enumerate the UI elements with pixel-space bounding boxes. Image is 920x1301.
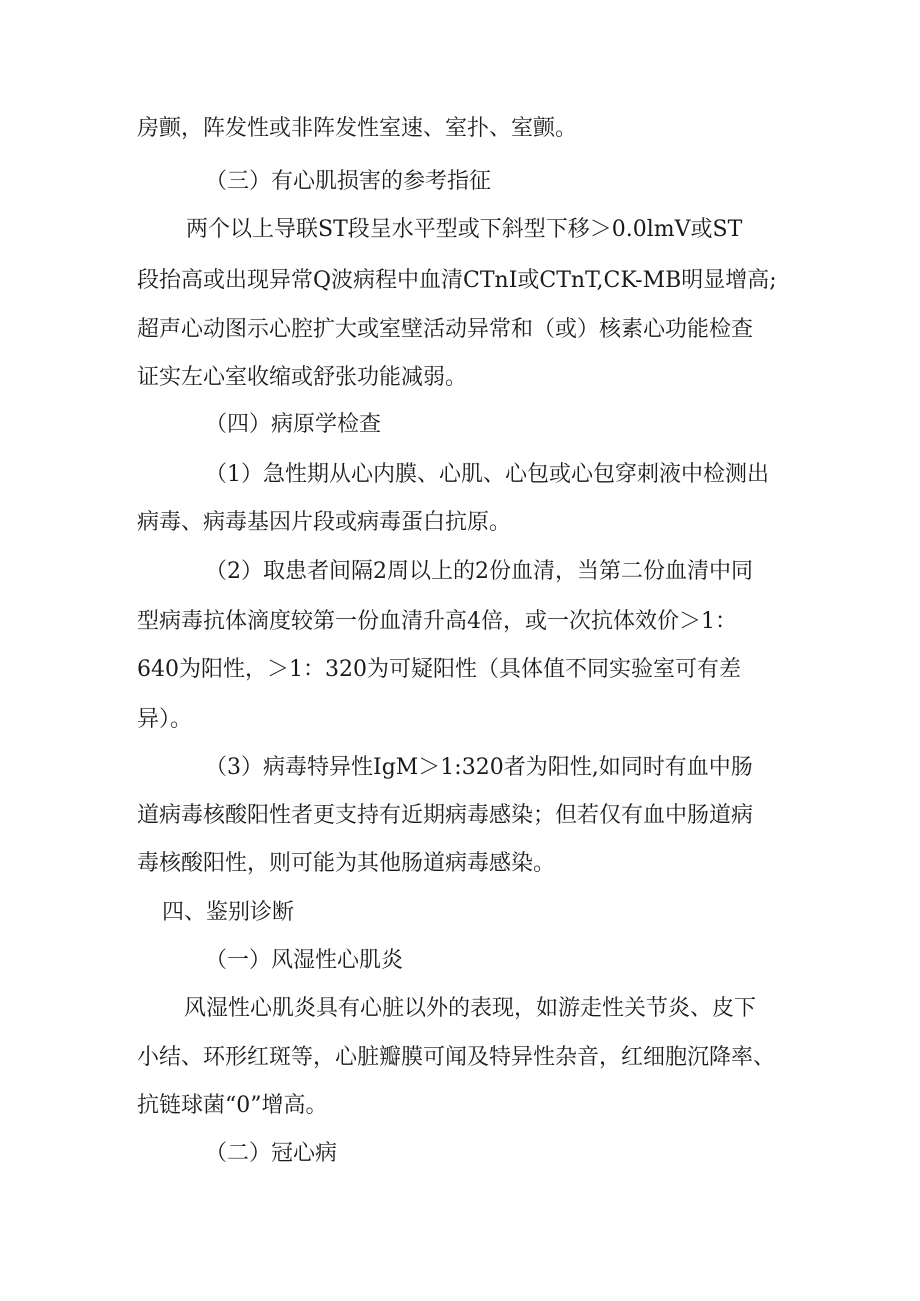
body-text-line: 两个以上导联ST段呈水平型或下斜型下移＞0.0lmV或ST <box>186 217 743 242</box>
body-text-line: （3）病毒特异性IgM＞1:320者为阳性,如同时有血中肠 <box>205 755 753 780</box>
body-text-line: 型病毒抗体滴度较第一份血清升高4倍，或一次抗体效价＞1： <box>137 609 737 634</box>
chapter-heading: 四、鉴别诊断 <box>162 900 295 925</box>
body-text-line: 异）。 <box>137 707 193 732</box>
body-text-line: 道病毒核酸阳性者更支持有近期病毒感染；但若仅有血中肠道病 <box>137 803 754 828</box>
body-text-line: 抗链球菌“0”增高。 <box>137 1093 328 1118</box>
body-text-line: 证实左心室收缩或舒张功能减弱。 <box>137 365 468 390</box>
body-text-line: （2）取患者间隔2周以上的2份血清，当第二份血清中同 <box>205 559 753 584</box>
section-heading: （二）冠心病 <box>205 1141 338 1166</box>
body-text-line: 640为阳性，＞1：320为可疑阳性（具体值不同实验室可有差 <box>137 657 741 682</box>
body-text-line: （1）急性期从心内膜、心肌、心包或心包穿刺液中检测出 <box>205 462 769 487</box>
body-text-line: 病毒、病毒基因片段或病毒蛋白抗原。 <box>137 510 512 535</box>
body-text-line: 风湿性心肌炎具有心脏以外的表现，如游走性关节炎、皮下 <box>184 996 757 1021</box>
section-heading: （四）病原学检查 <box>205 412 382 437</box>
body-text-line: 房颤，阵发性或非阵发性室速、室扑、室颤。 <box>137 116 578 141</box>
section-heading: （一）风湿性心肌炎 <box>205 948 404 973</box>
body-text-line: 毒核酸阳性，则可能为其他肠道病毒感染。 <box>137 851 556 876</box>
body-text-line: 段抬高或出现异常Q波病程中血清CTnI或CTnT,CK-MB明显增高; <box>137 268 777 293</box>
section-heading: （三）有心肌损害的参考指征 <box>205 169 492 194</box>
body-text-line: 超声心动图示心腔扩大或室壁活动异常和（或）核素心功能检查 <box>137 317 754 342</box>
body-text-line: 小结、环形红斑等，心脏瓣膜可闻及特异性杂音，红细胞沉降率、 <box>137 1045 776 1070</box>
